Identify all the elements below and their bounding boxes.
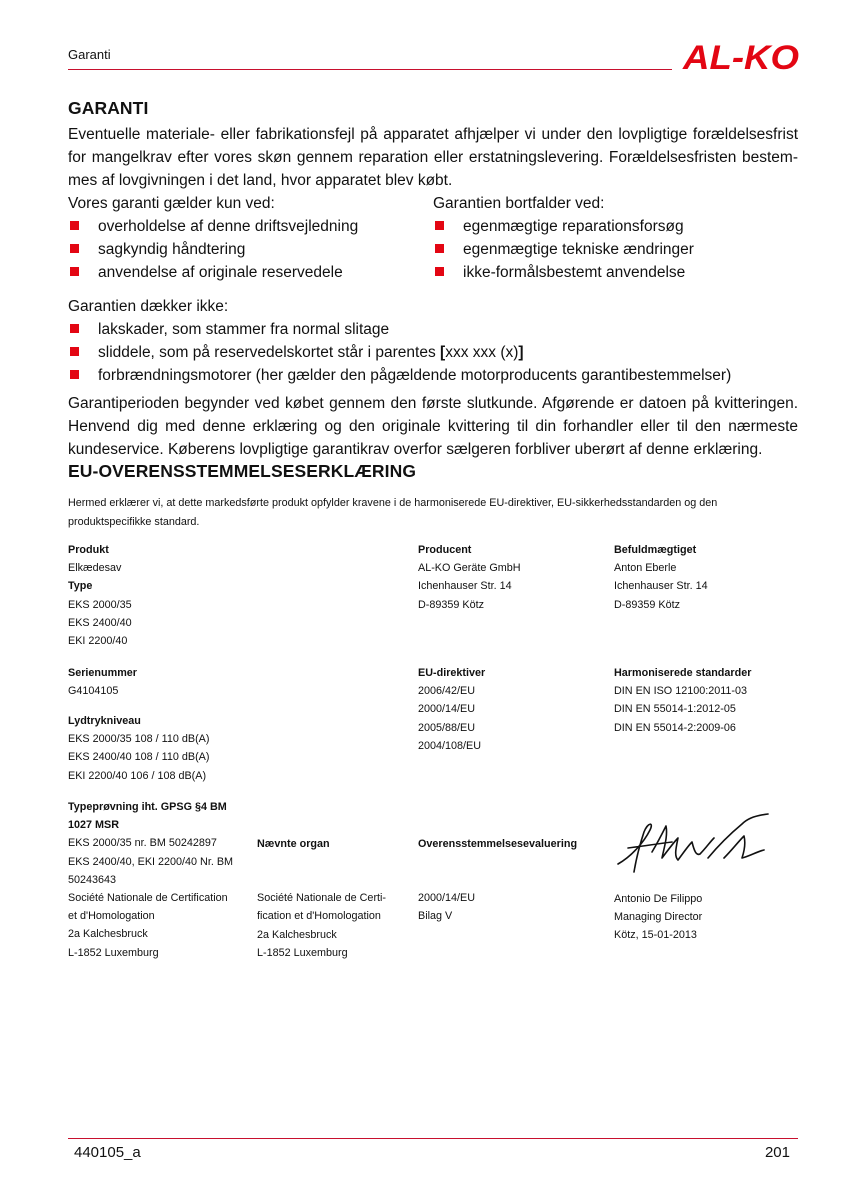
list-item: lakskader, som stammer fra normal slitage bbox=[68, 318, 731, 341]
list-item: ikke-formålsbestemt anvendelse bbox=[433, 261, 694, 284]
garanti-period: Garantiperioden begynder ved købet gennem den første slutkunde. Afgørende er datoen på kvitteringen. Henvend dig med denne erklæring og den originale kvittering til din forhandler eller til den nærmeste kundeservice. Køberens lovpligtige garantikrav overfor sælgeren forbliver uberørt af denne erklæring. bbox=[68, 395, 798, 458]
direktiver-block: EU-direktiver 2006/42/EU 2000/14/EU 2005/88/EU 2004/108/EU bbox=[418, 667, 486, 752]
serienummer-block: Serienummer G4104105 bbox=[68, 667, 138, 698]
alko-logo bbox=[682, 40, 800, 72]
void-lead: Garantien bortfalder ved: bbox=[433, 195, 605, 212]
not-covered-lead: Garantien dækker ikke: bbox=[68, 298, 229, 315]
evaluering-block: Overensstemmelsesevaluering 2000/14/EU Bilag V bbox=[418, 838, 578, 923]
lydtryk-block: Lydtrykniveau EKS 2000/35 108 / 110 dB(A) EKS 2400/40 108 / 110 dB(A) EKI 2200/40 106 / 108 dB(A) bbox=[68, 715, 210, 782]
eu-heading: EU-OVERENSSTEMMELSESERKLÆRING bbox=[68, 461, 417, 481]
page-header-title: Garanti bbox=[68, 47, 111, 62]
bullet-square-icon bbox=[70, 267, 79, 276]
bullet-square-icon bbox=[435, 267, 444, 276]
list-item: egenmægtige tekniske ændringer bbox=[433, 238, 694, 261]
parens-example: xxx xxx (x) bbox=[445, 344, 519, 361]
bullet-square-icon bbox=[70, 347, 79, 356]
bullet-square-icon bbox=[435, 221, 444, 230]
garanti-heading: GARANTI bbox=[68, 98, 149, 118]
bullet-square-icon bbox=[70, 370, 79, 379]
page-number: 201 bbox=[764, 1144, 790, 1161]
signatory-block: Antonio De Filippo Managing Director Kötz, 15-01-2013 bbox=[614, 893, 703, 942]
svg-text:AL-KO: AL-KO bbox=[682, 40, 799, 72]
bullet-square-icon bbox=[435, 244, 444, 253]
signature-image bbox=[614, 812, 774, 880]
producent-block: Producent AL-KO Geräte GmbH Ichenhauser Str. 14 D-89359 Kötz bbox=[418, 544, 521, 611]
not-covered-section bbox=[68, 295, 731, 387]
befuldmaegtiget-block: Befuldmægtiget Anton Eberle Ichenhauser Str. 14 D-89359 Kötz bbox=[614, 544, 708, 611]
void-section bbox=[433, 192, 694, 284]
bullet-square-icon bbox=[70, 324, 79, 333]
typeproevning-block: Typeprøvning iht. GPSG §4 BM 1027 MSR EKS 2000/35 nr. BM 50242897 EKS 2400/40, EKI 2200/40 Nr. BM 50243643 Société Nationale de Certification et d'Homologation 2a Kalchesbruck L-1852 Luxemburg bbox=[68, 801, 234, 959]
list-item: egenmægtige reparationsforsøg bbox=[433, 215, 694, 238]
standarder-block: Harmoniserede standarder DIN EN ISO 12100:2011-03 DIN EN 55014-1:2012-05 DIN EN 55014-2:2009-06 bbox=[614, 667, 752, 734]
list-item: sagkyndig håndtering bbox=[68, 238, 358, 261]
produkt-block: Produkt Elkædesav Type EKS 2000/35 EKS 2400/40 EKI 2200/40 bbox=[68, 544, 132, 648]
bullet-square-icon bbox=[70, 244, 79, 253]
eu-intro: Hermed erklærer vi, at dette markedsførte produkt opfylder kravene i de harmoniserede EU-direktiver, EU-sikkerhedsstandarden og den produktspecifikke standard. bbox=[68, 497, 718, 528]
list-item: forbrændningsmotorer (her gælder den pågældende motorproducents garantibestemmelser) bbox=[68, 364, 731, 387]
footer-rule bbox=[68, 1138, 798, 1139]
list-item: sliddele, som på reservedelskortet står i parentes [xxx xxx (x)] bbox=[68, 341, 731, 364]
document-number: 440105_a bbox=[74, 1144, 141, 1161]
header-rule bbox=[68, 69, 672, 70]
list-item: overholdelse af denne driftsvejledning bbox=[68, 215, 358, 238]
bullet-square-icon bbox=[70, 221, 79, 230]
applies-section bbox=[68, 192, 358, 284]
naevnte-organ-block: Nævnte organ Société Nationale de Certi- fication et d'Homologation 2a Kalchesbruck L-1852 Luxemburg bbox=[257, 838, 387, 959]
list-item: anvendelse af originale reservedele bbox=[68, 261, 358, 284]
garanti-intro: Eventuelle materiale- eller fabrikationsfejl på apparatet afhjælper vi under den lovpligtige forældelsesfrist for mangelkrav efter vores skøn gennem reparation eller erstatningslevering. Forældelsesfristen bestem-mes af lovgivningen i det land, hvor apparatet blev købt. bbox=[68, 126, 798, 189]
applies-lead: Vores garanti gælder kun ved: bbox=[68, 195, 275, 212]
